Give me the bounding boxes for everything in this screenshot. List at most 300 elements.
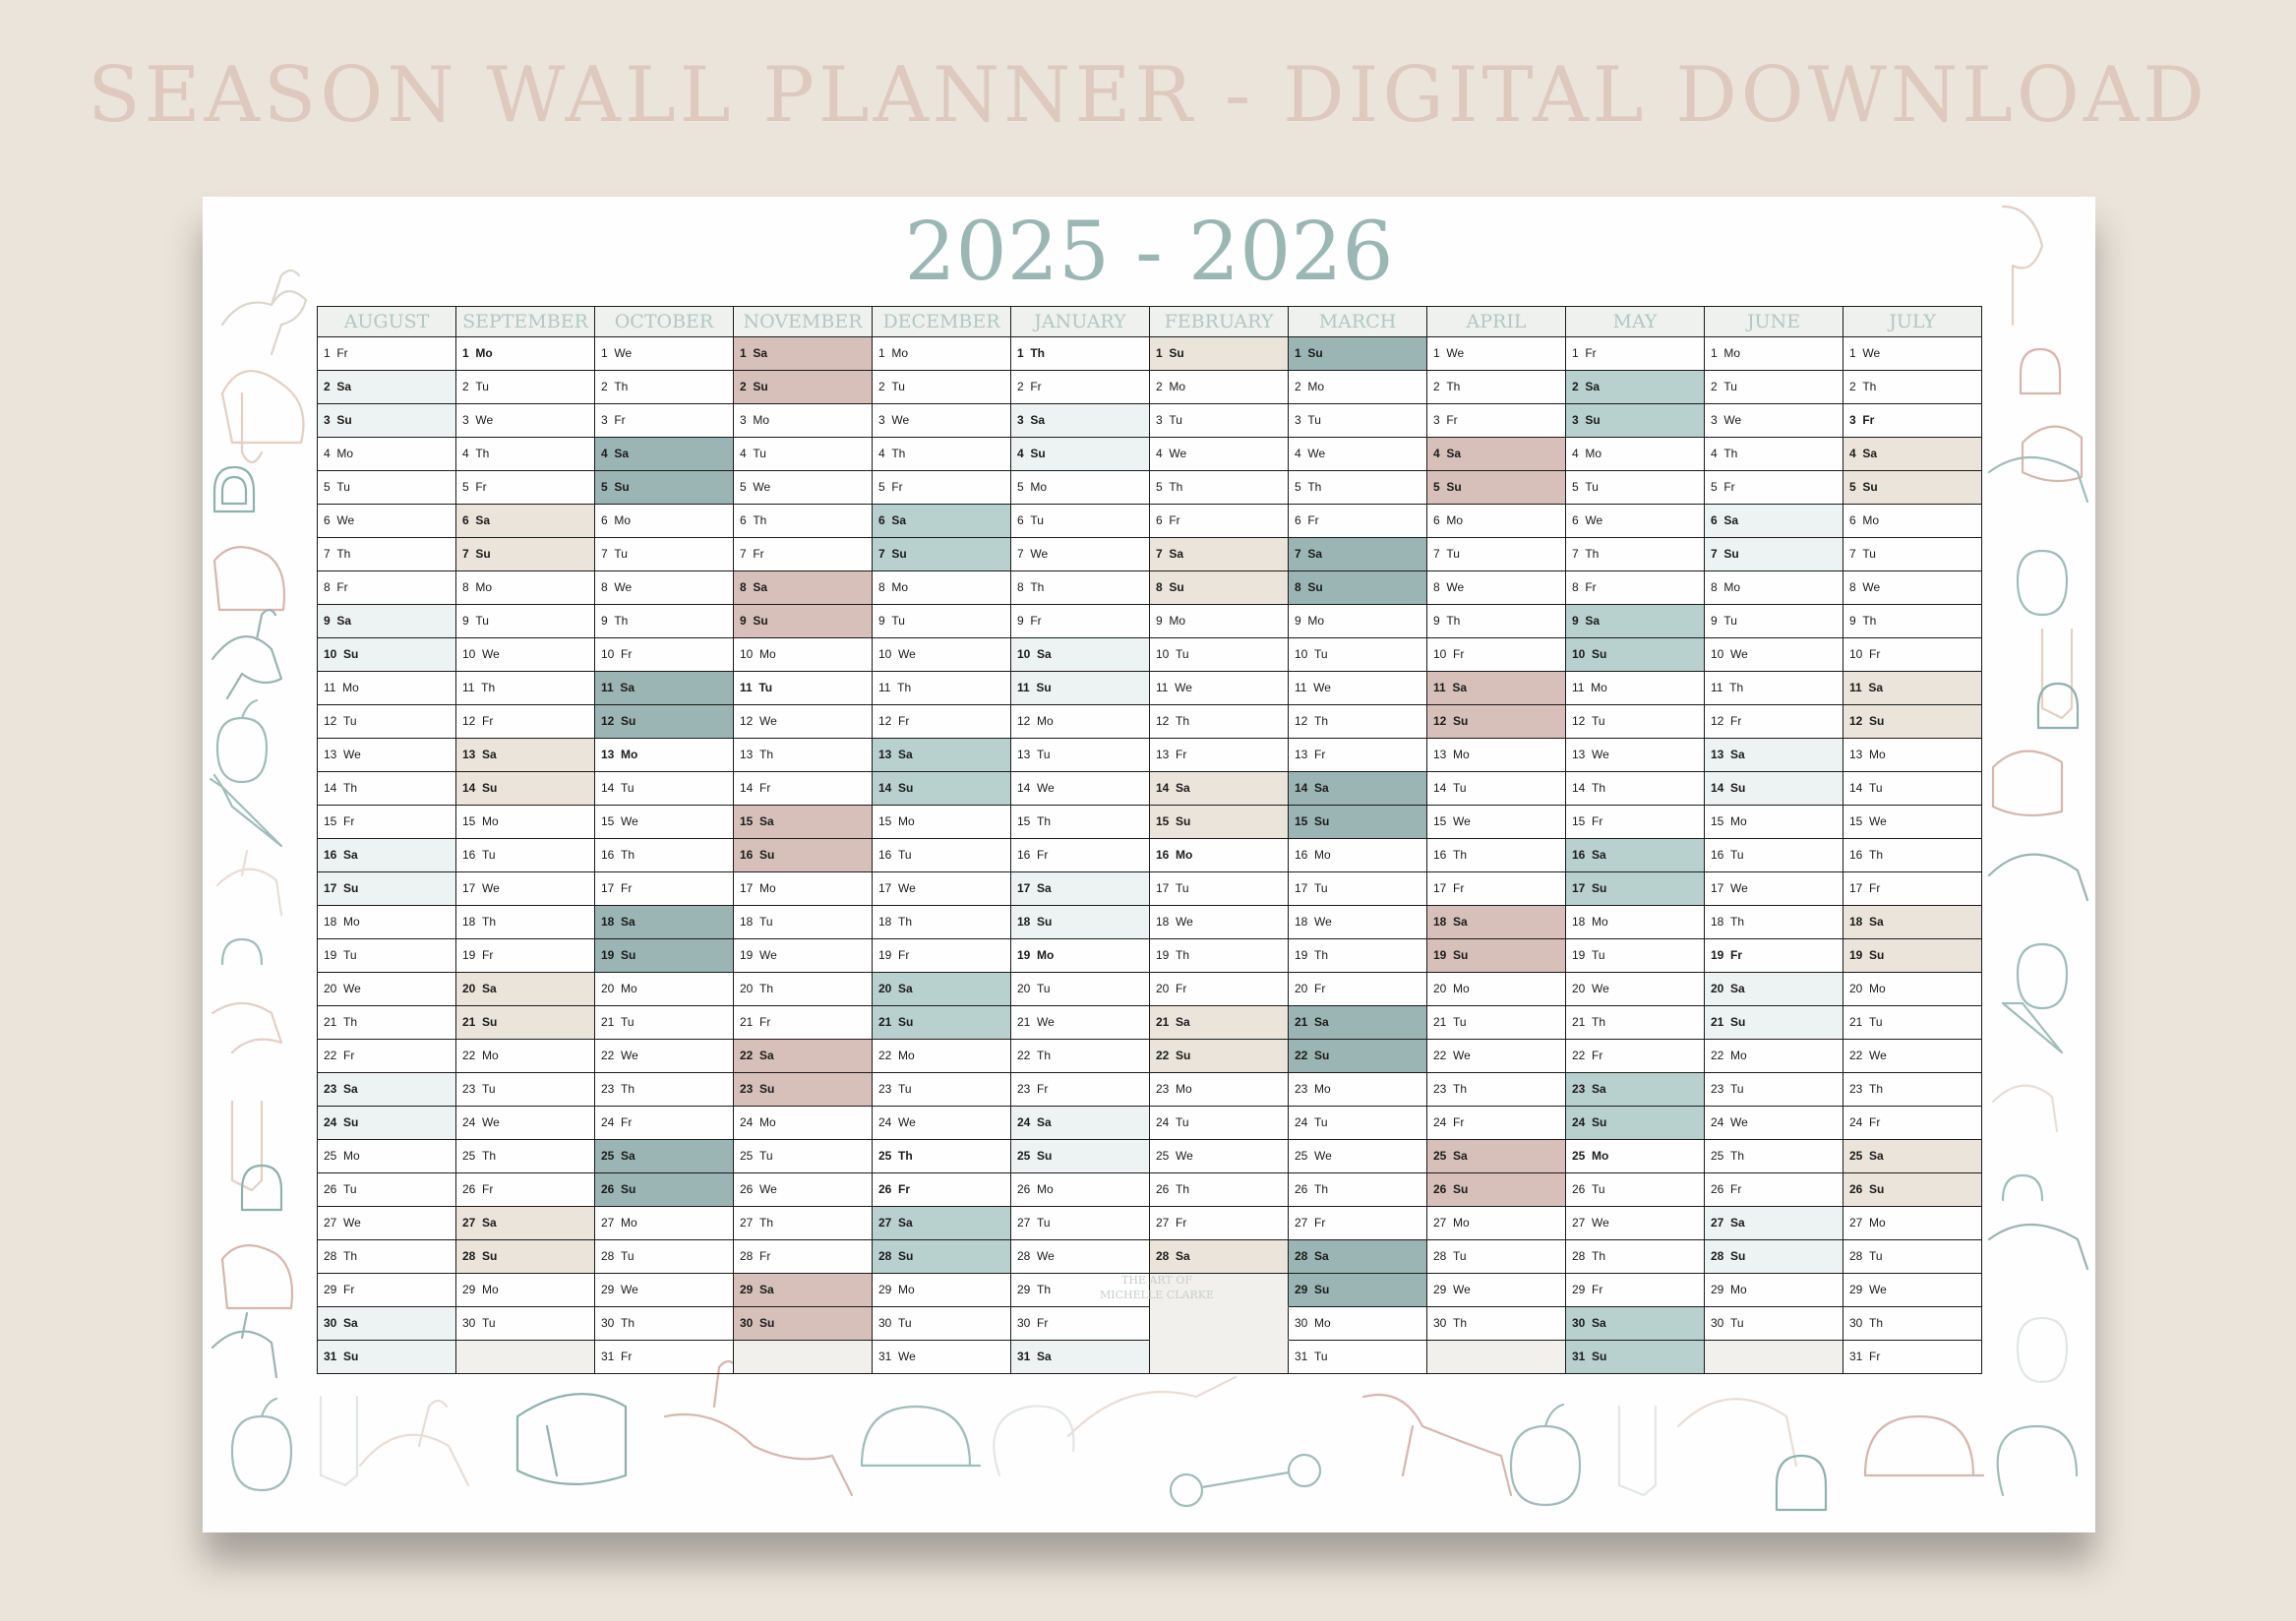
day-cell: 7 Th	[318, 538, 456, 571]
jumping-horse-icon	[1989, 1225, 2087, 1269]
day-cell: 31 Fr	[1843, 1341, 1982, 1374]
day-cell: 23 Sa	[1566, 1073, 1705, 1107]
day-cell: 25 Su	[1011, 1140, 1150, 1173]
day-cell: 4 Th	[456, 438, 595, 471]
day-cell: 10 Fr	[1427, 638, 1566, 672]
day-cell: 2 Tu	[456, 371, 595, 404]
day-cell: 7 Su	[873, 538, 1011, 571]
day-cell: 31 Su	[1566, 1341, 1705, 1374]
day-cell: 19 Su	[1843, 939, 1982, 973]
day-cell: 30 Sa	[1566, 1307, 1705, 1341]
credit-line-2: MICHELLE CLARKE	[1100, 1289, 1214, 1301]
day-cell: 14 Su	[1705, 772, 1843, 806]
day-cell: 7 Tu	[1427, 538, 1566, 571]
day-cell: 10 Su	[318, 638, 456, 672]
day-cell: 10 Fr	[1843, 638, 1982, 672]
day-cell: 6 Sa	[873, 505, 1011, 538]
day-cell: 14 Sa	[1289, 772, 1427, 806]
day-cell: 27 Tu	[1011, 1207, 1150, 1240]
day-cell: 15 Mo	[873, 806, 1011, 839]
day-cell: 23 Fr	[1011, 1073, 1150, 1107]
day-cell: 28 Fr	[734, 1240, 873, 1274]
day-cell: 18 Mo	[1566, 906, 1705, 939]
day-cell: 30 Tu	[873, 1307, 1011, 1341]
day-cell: 25 Th	[873, 1140, 1011, 1173]
apple-icon	[2018, 551, 2067, 615]
day-cell: 28 Su	[1705, 1240, 1843, 1274]
day-cell: 5 Fr	[456, 471, 595, 505]
day-cell: 22 Mo	[873, 1040, 1011, 1073]
day-cell: 25 Sa	[1427, 1140, 1566, 1173]
day-cell: 6 Sa	[456, 505, 595, 538]
day-cell: 27 Fr	[1289, 1207, 1427, 1240]
day-cell: 29 Sa	[734, 1274, 873, 1307]
day-cell: 23 Th	[1427, 1073, 1566, 1107]
day-cell: 31 Sa	[1011, 1341, 1150, 1374]
month-header-july: JULY	[1843, 307, 1982, 337]
day-cell: 3 Tu	[1150, 404, 1289, 438]
day-cell: 17 Fr	[1427, 872, 1566, 906]
empty-cell	[1427, 1341, 1566, 1374]
day-cell: 29 Mo	[456, 1274, 595, 1307]
carrot-icon	[211, 775, 281, 846]
day-cell: 24 Fr	[1843, 1107, 1982, 1140]
day-cell: 4 Mo	[318, 438, 456, 471]
day-cell: 21 Su	[456, 1006, 595, 1040]
day-cell: 19 Su	[595, 939, 734, 973]
day-cell: 16 Tu	[1705, 839, 1843, 872]
day-cell: 15 Mo	[1705, 806, 1843, 839]
day-cell: 14 Tu	[1427, 772, 1566, 806]
day-cell: 3 Mo	[734, 404, 873, 438]
day-cell: 25 We	[1289, 1140, 1427, 1173]
day-cell: 28 Sa	[1289, 1240, 1427, 1274]
day-cell: 6 Fr	[1150, 505, 1289, 538]
day-cell: 7 Tu	[1843, 538, 1982, 571]
day-cell: 3 Sa	[1011, 404, 1150, 438]
day-cell: 7 Sa	[1289, 538, 1427, 571]
horse-rider-icon	[360, 1401, 468, 1485]
day-cell: 21 Su	[1705, 1006, 1843, 1040]
day-cell: 31 We	[873, 1341, 1011, 1374]
day-cell: 16 Fr	[1011, 839, 1150, 872]
day-cell: 15 We	[1427, 806, 1566, 839]
day-cell: 5 We	[734, 471, 873, 505]
day-cell: 22 We	[1843, 1040, 1982, 1073]
day-cell: 19 Fr	[456, 939, 595, 973]
day-cell: 13 Th	[734, 739, 873, 772]
day-cell: 24 We	[873, 1107, 1011, 1140]
day-cell: 7 We	[1011, 538, 1150, 571]
day-cell: 25 Tu	[734, 1140, 873, 1173]
month-header-january: JANUARY	[1011, 307, 1150, 337]
day-cell: 12 Su	[595, 705, 734, 739]
day-cell: 17 Su	[318, 872, 456, 906]
day-cell: 20 Th	[734, 973, 873, 1006]
day-cell: 23 Sa	[318, 1073, 456, 1107]
day-cell: 17 Tu	[1150, 872, 1289, 906]
day-cell: 18 Su	[1011, 906, 1150, 939]
day-cell: 26 Fr	[1705, 1173, 1843, 1207]
day-cell: 5 Su	[1843, 471, 1982, 505]
day-cell: 18 We	[1289, 906, 1427, 939]
day-cell: 9 Fr	[1011, 605, 1150, 638]
day-cell: 6 Mo	[595, 505, 734, 538]
bit-icon	[1171, 1455, 1320, 1506]
day-cell: 2 Th	[595, 371, 734, 404]
saddle-icon	[222, 1245, 292, 1308]
day-cell: 10 We	[456, 638, 595, 672]
day-cell: 14 Su	[456, 772, 595, 806]
day-cell: 2 Fr	[1011, 371, 1150, 404]
day-cell: 28 Tu	[595, 1240, 734, 1274]
day-cell: 18 Th	[456, 906, 595, 939]
day-cell: 8 We	[595, 571, 734, 605]
day-cell: 8 Fr	[1566, 571, 1705, 605]
day-cell: 3 Fr	[1843, 404, 1982, 438]
day-cell: 10 Fr	[595, 638, 734, 672]
day-cell: 15 Fr	[318, 806, 456, 839]
day-cell: 18 We	[1150, 906, 1289, 939]
apple-icon	[217, 700, 267, 782]
saddle-icon	[2023, 427, 2082, 481]
day-cell: 23 Mo	[1150, 1073, 1289, 1107]
day-cell: 5 Th	[1289, 471, 1427, 505]
day-cell: 20 Sa	[873, 973, 1011, 1006]
day-cell: 11 Sa	[595, 672, 734, 705]
apple-icon	[2018, 944, 2067, 1008]
jumping-horse-icon	[1678, 1399, 1796, 1466]
day-cell: 9 Tu	[1705, 605, 1843, 638]
day-cell: 14 Su	[873, 772, 1011, 806]
stirrup-icon	[242, 1166, 281, 1210]
day-cell: 4 Sa	[595, 438, 734, 471]
day-cell: 5 Tu	[318, 471, 456, 505]
horseshoe-icon	[222, 939, 262, 964]
day-cell: 22 We	[1427, 1040, 1566, 1073]
stirrup-icon	[214, 467, 254, 511]
day-cell: 24 Mo	[734, 1107, 873, 1140]
day-cell: 17 Fr	[595, 872, 734, 906]
day-cell: 11 Th	[456, 672, 595, 705]
day-cell: 30 Mo	[1289, 1307, 1427, 1341]
day-cell: 5 Th	[1150, 471, 1289, 505]
day-cell: 9 Su	[734, 605, 873, 638]
day-cell: 29 Fr	[318, 1274, 456, 1307]
day-cell: 25 Th	[1705, 1140, 1843, 1173]
calendar-grid	[317, 306, 1982, 1374]
month-header-october: OCTOBER	[595, 307, 734, 337]
day-cell: 25 Sa	[595, 1140, 734, 1173]
day-cell: 18 Mo	[318, 906, 456, 939]
day-cell: 31 Su	[318, 1341, 456, 1374]
day-cell: 14 Tu	[595, 772, 734, 806]
day-cell: 26 Tu	[1566, 1173, 1705, 1207]
day-cell: 24 Su	[318, 1107, 456, 1140]
day-cell: 26 Mo	[1011, 1173, 1150, 1207]
stirrup-icon	[2038, 684, 2078, 728]
day-cell: 10 Tu	[1289, 638, 1427, 672]
empty-cell	[456, 1341, 595, 1374]
day-cell: 22 Su	[1289, 1040, 1427, 1073]
day-cell: 29 Fr	[1566, 1274, 1705, 1307]
day-cell: 11 Th	[873, 672, 1011, 705]
day-cell: 4 Sa	[1843, 438, 1982, 471]
day-cell: 23 Su	[734, 1073, 873, 1107]
day-cell: 29 Mo	[873, 1274, 1011, 1307]
day-cell: 21 Th	[318, 1006, 456, 1040]
day-cell: 17 Fr	[1843, 872, 1982, 906]
day-cell: 10 Tu	[1150, 638, 1289, 672]
day-cell: 9 Tu	[456, 605, 595, 638]
day-cell: 7 Th	[1566, 538, 1705, 571]
day-cell: 8 We	[1843, 571, 1982, 605]
day-cell: 20 Mo	[595, 973, 734, 1006]
day-cell: 30 Su	[734, 1307, 873, 1341]
day-cell: 16 Sa	[1566, 839, 1705, 872]
jumping-horse-icon	[1068, 1377, 1236, 1436]
day-cell: 15 Fr	[1566, 806, 1705, 839]
day-cell: 23 Tu	[873, 1073, 1011, 1107]
day-cell: 12 Fr	[456, 705, 595, 739]
day-cell: 18 Tu	[734, 906, 873, 939]
day-cell: 29 We	[1843, 1274, 1982, 1307]
day-cell: 1 Mo	[456, 337, 595, 371]
day-cell: 25 Th	[456, 1140, 595, 1173]
day-cell: 22 Mo	[456, 1040, 595, 1073]
day-cell: 23 Th	[595, 1073, 734, 1107]
day-cell: 13 Mo	[1427, 739, 1566, 772]
day-cell: 22 We	[595, 1040, 734, 1073]
day-cell: 28 Sa	[1150, 1240, 1289, 1274]
stirrup-icon	[2021, 349, 2060, 393]
day-cell: 16 Tu	[456, 839, 595, 872]
day-cell: 12 Tu	[318, 705, 456, 739]
day-cell: 13 Tu	[1011, 739, 1150, 772]
day-cell: 6 We	[318, 505, 456, 538]
day-cell: 5 Tu	[1566, 471, 1705, 505]
jumping-horse-icon	[212, 1003, 281, 1052]
day-cell: 14 Sa	[1150, 772, 1289, 806]
day-cell: 18 Sa	[1427, 906, 1566, 939]
day-cell: 23 Mo	[1289, 1073, 1427, 1107]
day-cell: 9 Mo	[1289, 605, 1427, 638]
day-cell: 12 Th	[1150, 705, 1289, 739]
day-cell: 13 We	[318, 739, 456, 772]
day-cell: 4 We	[1289, 438, 1427, 471]
day-cell: 26 Th	[1150, 1173, 1289, 1207]
riding-boot-icon	[2042, 630, 2072, 718]
day-cell: 6 Mo	[1843, 505, 1982, 538]
day-cell: 22 Su	[1150, 1040, 1289, 1073]
day-cell: 19 Fr	[873, 939, 1011, 973]
day-cell: 21 Th	[1566, 1006, 1705, 1040]
day-cell: 16 Mo	[1150, 839, 1289, 872]
day-cell: 7 Tu	[595, 538, 734, 571]
day-cell: 16 Th	[1843, 839, 1982, 872]
day-cell: 8 Su	[1289, 571, 1427, 605]
day-cell: 10 We	[1705, 638, 1843, 672]
day-cell: 28 Th	[1566, 1240, 1705, 1274]
year-title: 2025 - 2026	[904, 206, 1394, 299]
day-cell: 22 Th	[1011, 1040, 1150, 1073]
day-cell: 26 Tu	[318, 1173, 456, 1207]
month-header-december: DECEMBER	[873, 307, 1011, 337]
day-cell: 8 Mo	[873, 571, 1011, 605]
riding-boot-icon	[321, 1397, 357, 1485]
day-cell: 31 Tu	[1289, 1341, 1427, 1374]
day-cell: 24 Tu	[1150, 1107, 1289, 1140]
day-cell: 27 Fr	[1150, 1207, 1289, 1240]
day-cell: 5 Fr	[1705, 471, 1843, 505]
day-cell: 4 Tu	[734, 438, 873, 471]
day-cell: 9 Tu	[873, 605, 1011, 638]
month-header-may: MAY	[1566, 307, 1705, 337]
day-cell: 17 Mo	[734, 872, 873, 906]
day-cell: 11 We	[1150, 672, 1289, 705]
day-cell: 21 Sa	[1289, 1006, 1427, 1040]
day-cell: 2 Th	[1843, 371, 1982, 404]
day-cell: 8 We	[1427, 571, 1566, 605]
day-cell: 11 Tu	[734, 672, 873, 705]
day-cell: 1 Sa	[734, 337, 873, 371]
day-cell: 4 Sa	[1427, 438, 1566, 471]
day-cell: 1 Fr	[318, 337, 456, 371]
day-cell: 11 Sa	[1843, 672, 1982, 705]
day-cell: 22 Fr	[1566, 1040, 1705, 1073]
day-cell: 11 We	[1289, 672, 1427, 705]
day-cell: 24 Tu	[1289, 1107, 1427, 1140]
day-cell: 14 Th	[318, 772, 456, 806]
day-cell: 29 Mo	[1705, 1274, 1843, 1307]
day-cell: 17 We	[873, 872, 1011, 906]
day-cell: 29 Su	[1289, 1274, 1427, 1307]
day-cell: 25 Mo	[1566, 1140, 1705, 1173]
day-cell: 31 Fr	[595, 1341, 734, 1374]
horse-rider-icon	[212, 610, 281, 698]
month-header-november: NOVEMBER	[734, 307, 873, 337]
day-cell: 7 Sa	[1150, 538, 1289, 571]
riding-helmet-icon	[1865, 1416, 1983, 1475]
day-cell: 16 Th	[595, 839, 734, 872]
day-cell: 8 Mo	[1705, 571, 1843, 605]
day-cell: 30 Th	[1427, 1307, 1566, 1341]
day-cell: 3 Fr	[1427, 404, 1566, 438]
day-cell: 8 Su	[1150, 571, 1289, 605]
day-cell: 3 Su	[318, 404, 456, 438]
day-cell: 7 Su	[456, 538, 595, 571]
riding-boot-icon	[1619, 1407, 1656, 1495]
day-cell: 10 Sa	[1011, 638, 1150, 672]
day-cell: 19 Mo	[1011, 939, 1150, 973]
day-cell: 19 Fr	[1705, 939, 1843, 973]
day-cell: 1 Th	[1011, 337, 1150, 371]
horse-rider-icon	[212, 1313, 276, 1377]
horse-rider-icon	[1363, 1395, 1511, 1495]
day-cell: 27 Mo	[1427, 1207, 1566, 1240]
day-cell: 22 Fr	[318, 1040, 456, 1073]
day-cell: 16 Mo	[1289, 839, 1427, 872]
day-cell: 21 Sa	[1150, 1006, 1289, 1040]
day-cell: 26 Fr	[873, 1173, 1011, 1207]
day-cell: 21 Tu	[1843, 1006, 1982, 1040]
day-cell: 9 Mo	[1150, 605, 1289, 638]
horseshoe-icon	[1998, 1426, 2077, 1495]
day-cell: 30 Tu	[456, 1307, 595, 1341]
day-cell: 6 Th	[734, 505, 873, 538]
empty-cell	[1705, 1341, 1843, 1374]
day-cell: 23 Tu	[456, 1073, 595, 1107]
horseshoe-icon	[994, 1407, 1073, 1475]
day-cell: 23 Th	[1843, 1073, 1982, 1107]
day-cell: 18 Sa	[1843, 906, 1982, 939]
day-cell: 13 Sa	[873, 739, 1011, 772]
day-cell: 30 Th	[595, 1307, 734, 1341]
day-cell: 8 Fr	[318, 571, 456, 605]
day-cell: 30 Tu	[1705, 1307, 1843, 1341]
day-cell: 29 We	[1427, 1274, 1566, 1307]
day-cell: 1 We	[1427, 337, 1566, 371]
day-cell: 29 We	[595, 1274, 734, 1307]
day-cell: 14 Fr	[734, 772, 873, 806]
day-cell: 10 We	[873, 638, 1011, 672]
day-cell: 15 Su	[1150, 806, 1289, 839]
day-cell: 4 Mo	[1566, 438, 1705, 471]
day-cell: 12 Mo	[1011, 705, 1150, 739]
day-cell: 15 Su	[1289, 806, 1427, 839]
day-cell: 20 Fr	[1150, 973, 1289, 1006]
day-cell: 2 Tu	[1705, 371, 1843, 404]
day-cell: 12 We	[734, 705, 873, 739]
day-cell: 12 Fr	[873, 705, 1011, 739]
day-cell: 3 We	[873, 404, 1011, 438]
stirrup-icon	[1777, 1456, 1826, 1510]
day-cell: 26 Fr	[456, 1173, 595, 1207]
day-cell: 27 Mo	[1843, 1207, 1982, 1240]
day-cell: 20 Sa	[1705, 973, 1843, 1006]
day-cell: 20 We	[318, 973, 456, 1006]
day-cell: 4 Th	[873, 438, 1011, 471]
day-cell: 12 Su	[1427, 705, 1566, 739]
day-cell: 22 Sa	[734, 1040, 873, 1073]
day-cell: 16 Tu	[873, 839, 1011, 872]
day-cell: 8 Sa	[734, 571, 873, 605]
day-cell: 11 Su	[1011, 672, 1150, 705]
day-cell: 23 Tu	[1705, 1073, 1843, 1107]
empty-cell	[1150, 1341, 1289, 1374]
day-cell: 15 Mo	[456, 806, 595, 839]
day-cell: 1 We	[595, 337, 734, 371]
day-cell: 24 We	[456, 1107, 595, 1140]
day-cell: 25 We	[1150, 1140, 1289, 1173]
saddle-icon	[222, 371, 304, 462]
day-cell: 2 Tu	[873, 371, 1011, 404]
day-cell: 29 Th	[1011, 1274, 1150, 1307]
day-cell: 12 Th	[1289, 705, 1427, 739]
day-cell: 16 Th	[1427, 839, 1566, 872]
saddle-icon	[517, 1394, 626, 1484]
credit-line-1: THE ART OF	[1121, 1274, 1192, 1287]
day-cell: 20 Fr	[1289, 973, 1427, 1006]
day-cell: 5 Su	[595, 471, 734, 505]
day-cell: 13 Mo	[595, 739, 734, 772]
horse-rider-icon	[1993, 1086, 2057, 1131]
day-cell: 17 We	[456, 872, 595, 906]
day-cell: 28 Su	[873, 1240, 1011, 1274]
day-cell: 24 Fr	[595, 1107, 734, 1140]
apple-icon	[232, 1399, 291, 1490]
day-cell: 13 Fr	[1150, 739, 1289, 772]
